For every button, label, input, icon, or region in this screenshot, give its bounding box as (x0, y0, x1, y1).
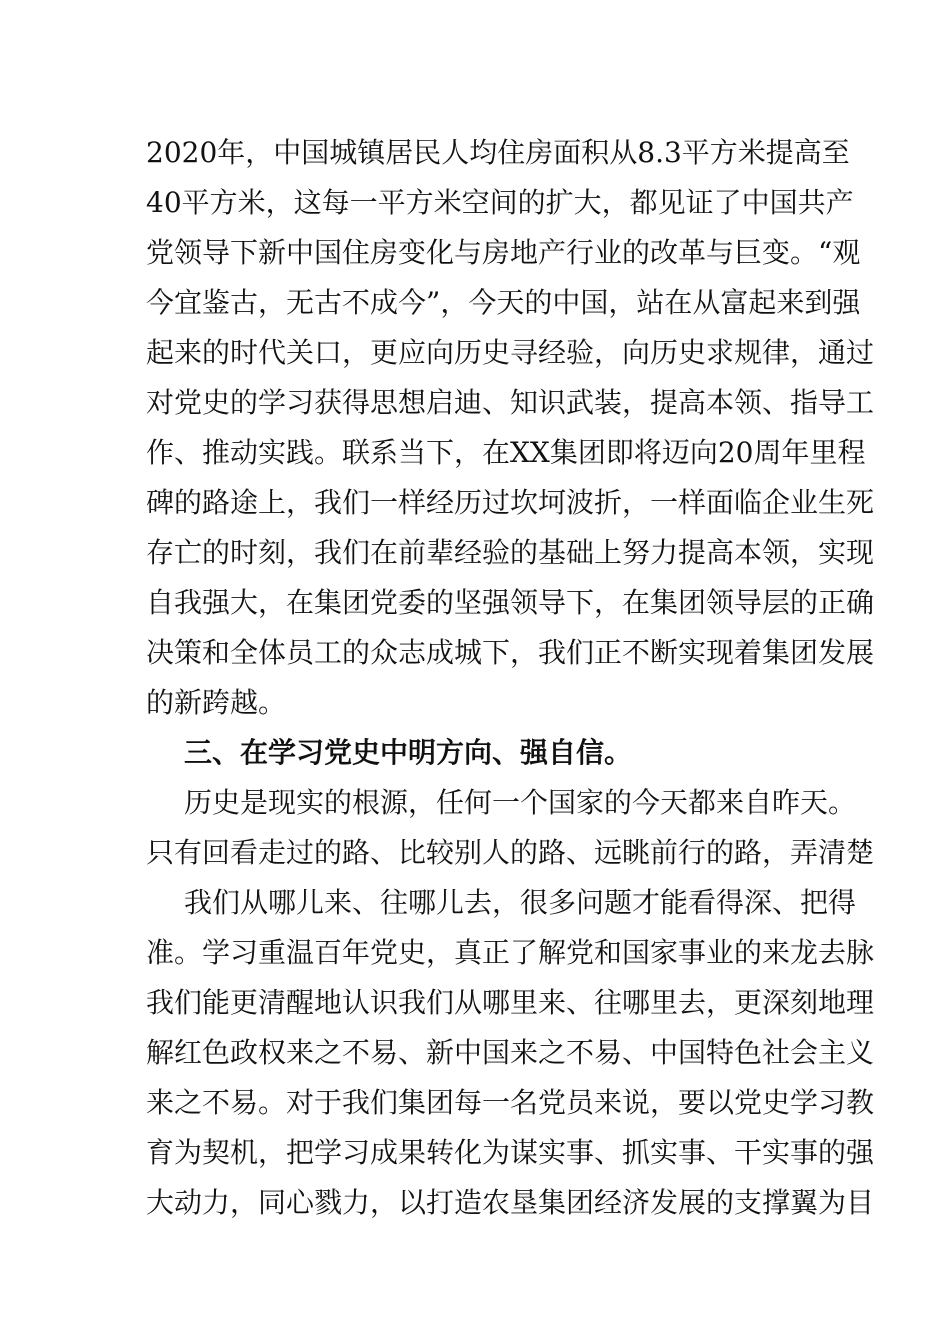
paragraph-line: 解红色政权来之不易、新中国来之不易、中国特色社会主义 (146, 1036, 875, 1069)
paragraph-line: 历史是现实的根源，任何一个国家的今天都来自昨天。 (184, 786, 857, 819)
paragraph-line: 育为契机，把学习成果转化为谋实事、抓实事、干实事的强 (146, 1136, 875, 1169)
paragraph-line: 今宜鉴古，无古不成今”，今天的中国，站在从富起来到强 (146, 286, 861, 319)
paragraph-line: 存亡的时刻，我们在前辈经验的基础上努力提高本领，实现 (146, 536, 875, 569)
paragraph-line: 决策和全体员工的众志成城下，我们正不断实现着集团发展 (146, 636, 875, 669)
paragraph-line: 对党史的学习获得思想启迪、知识武装，提高本领、指导工 (146, 386, 875, 419)
paragraph-line: 作、推动实践。联系当下，在XX集团即将迈向20周年里程 (146, 436, 866, 469)
paragraph-line: 来之不易。对于我们集团每一名党员来说，要以党史学习教 (146, 1086, 875, 1119)
paragraph-line: 的新跨越。 (146, 686, 287, 719)
paragraph-line: 起来的时代关口，更应向历史寻经验，向历史求规律，通过 (146, 336, 875, 369)
paragraph-line: 党领导下新中国住房变化与房地产行业的改革与巨变。“观 (146, 236, 861, 269)
paragraph-line: 大动力，同心戮力，以打造农垦集团经济发展的支撑翼为目 (146, 1186, 875, 1219)
paragraph-line: 只有回看走过的路、比较别人的路、远眺前行的路，弄清楚 (146, 836, 875, 869)
paragraph-line: 2020年，中国城镇居民人均住房面积从8.3平方米提高至 (146, 136, 850, 169)
paragraph-line: 碑的路途上，我们一样经历过坎坷波折，一样面临企业生死 (146, 486, 875, 519)
paragraph-line: 我们从哪儿来、往哪儿去，很多问题才能看得深、把得 (184, 886, 857, 919)
paragraph-line: 准。学习重温百年党史，真正了解党和国家事业的来龙去脉 (146, 936, 875, 969)
section-heading: 三、在学习党史中明方向、强自信。 (184, 736, 633, 769)
paragraph-line: 我们能更清醒地认识我们从哪里来、往哪里去，更深刻地理 (146, 986, 875, 1019)
paragraph-line: 自我强大，在集团党委的坚强领导下，在集团领导层的正确 (146, 586, 875, 619)
paragraph-line: 40平方米，这每一平方米空间的扩大，都见证了中国共产 (146, 186, 854, 219)
